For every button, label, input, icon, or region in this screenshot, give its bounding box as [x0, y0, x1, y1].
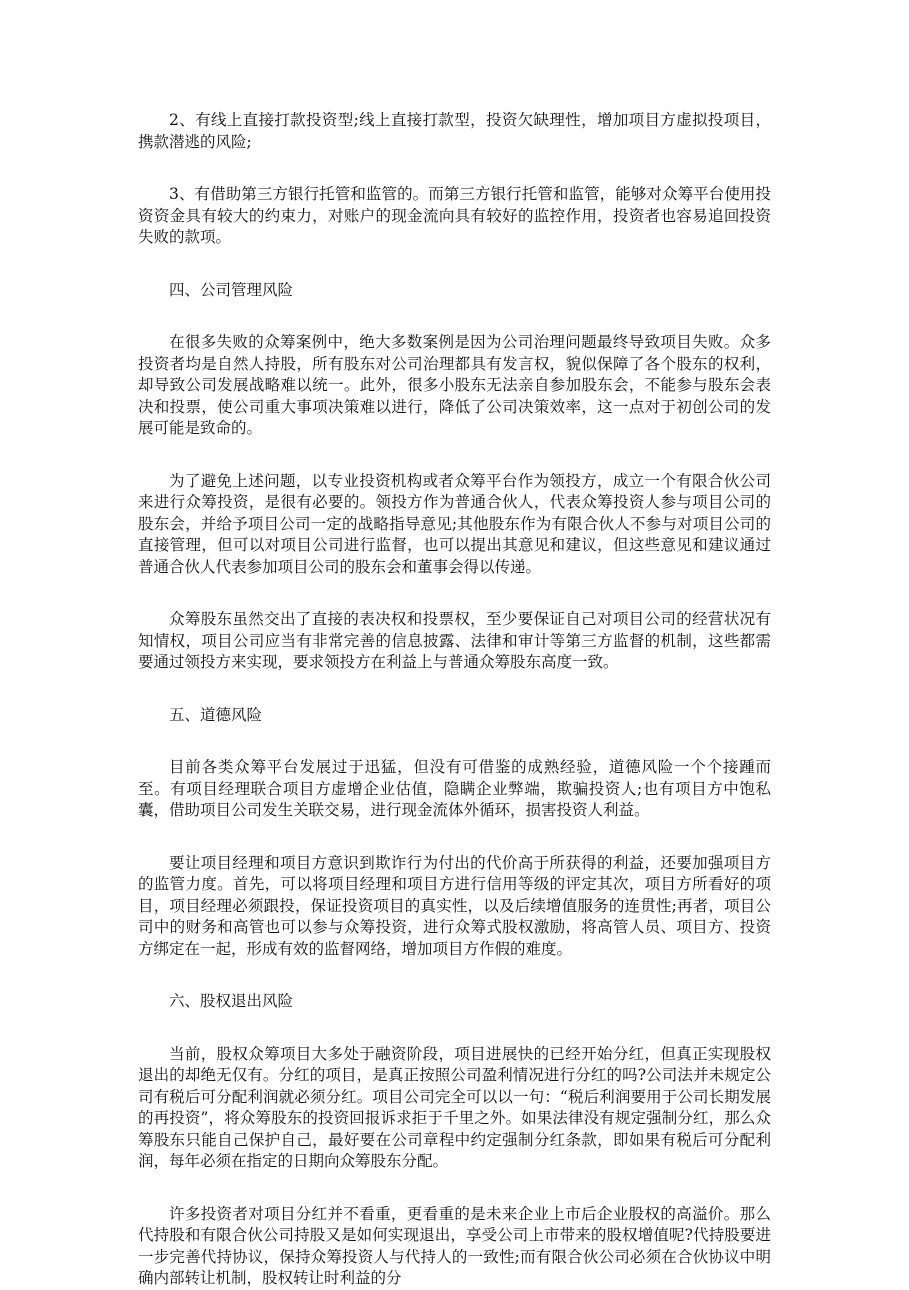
- paragraph-6: 目前各类众筹平台发展过于迅猛，但没有可借鉴的成熟经验，道德风险一个个接踵而至。有项目经理联合项目方虚增企业估值，隐瞒企业弊端，欺骗投资人;也有项目方中饱私囊，借助项目公司发生关联交易，进行现金流体外循环，损害投资人利益。: [138, 758, 771, 819]
- paragraph-4: 为了避免上述问题，以专业投资机构或者众筹平台作为领投方，成立一个有限合伙公司来进行众筹投资，是很有必要的。领投方作为普通合伙人，代表众筹投资人参与项目公司的股东会，并给予项目公司一定的战略指导意见;其他股东作为有限合伙人不参与对项目公司的直接管理，但可以对项目公司进行监督，也可以提出其意见和建议，但这些意见和建议通过普通合伙人代表参加项目公司的股东会和董事会得以传递。: [138, 471, 771, 576]
- paragraph-1: 2、有线上直接打款投资型;线上直接打款型，投资欠缺理性，增加项目方虚拟投项目，携款潜逃的风险;: [138, 111, 771, 151]
- section-heading-6: 六、股权退出风险: [169, 992, 294, 1010]
- paragraph-7: 要让项目经理和项目方意识到欺诈行为付出的代价高于所获得的利益，还要加强项目方的监管力度。首先，可以将项目经理和项目方进行信用等级的评定其次，项目方所看好的项目，项目经理必须跟投，保证投资项目的真实性，以及后续增值服务的连贯性;再者，项目公司中的财务和高管也可以参与众筹投资，进行众筹式股权激励，将高管人员、项目方、投资方绑定在一起，形成有效的监督网络，增加项目方作假的难度。: [138, 853, 771, 958]
- paragraph-2: 3、有借助第三方银行托管和监管的。而第三方银行托管和监管，能够对众筹平台使用投资资金具有较大的约束力，对账户的现金流向具有较好的监控作用，投资者也容易追回投资失败的款项。: [138, 185, 771, 246]
- paragraph-3: 在很多失败的众筹案例中，绝大多数案例是因为公司治理问题最终导致项目失败。众多投资者均是自然人持股，所有股东对公司治理都具有发言权，貌似保障了各个股东的权利，却导致公司发展战略难以统一。此外，很多小股东无法亲自参加股东会，不能参与股东会表决和投票，使公司重大事项决策难以进行，降低了公司决策效率，这一点对于初创公司的发展可能是致命的。: [138, 333, 771, 437]
- paragraph-8: 当前，股权众筹项目大多处于融资阶段，项目进展快的已经开始分红，但真正实现股权退出的却绝无仅有。分红的项目，是真正按照公司盈利情况进行分红的吗?公司法并未规定公司有税后可分配利润就必须分红。项目公司完全可以以一句：“税后利润要用于公司长期发展的再投资”，将众筹股东的投资回报诉求拒于千里之外。如果法律没有规定强制分红，那么众筹股东只能自己保护自己，最好要在公司章程中约定强制分红条款，即如果有税后可分配利润，每年必须在指定的日期向众筹股东分配。: [138, 1044, 771, 1170]
- paragraph-9: 许多投资者对项目分红并不看重，更看重的是未来企业上市后企业股权的高溢价。那么代持股和有限合伙公司持股又是如何实现退出，享受公司上市带来的股权增值呢?代持股要进一步完善代持协议，保持众筹投资人与代持人的一致性;而有限合伙公司必须在合伙协议中明确内部转让机制，股权转让时利益的分: [138, 1204, 771, 1287]
- section-heading-4: 四、公司管理风险: [169, 280, 294, 299]
- section-heading-5: 五、道德风险: [169, 705, 263, 724]
- paragraph-5: 众筹股东虽然交出了直接的表决权和投票权，至少要保证自己对项目公司的经营状况有知情权，项目公司应当有非常完善的信息披露、法律和审计等第三方监督的机制，这些都需要通过领投方来实现，要求领投方在利益上与普通众筹股东高度一致。: [138, 610, 771, 671]
